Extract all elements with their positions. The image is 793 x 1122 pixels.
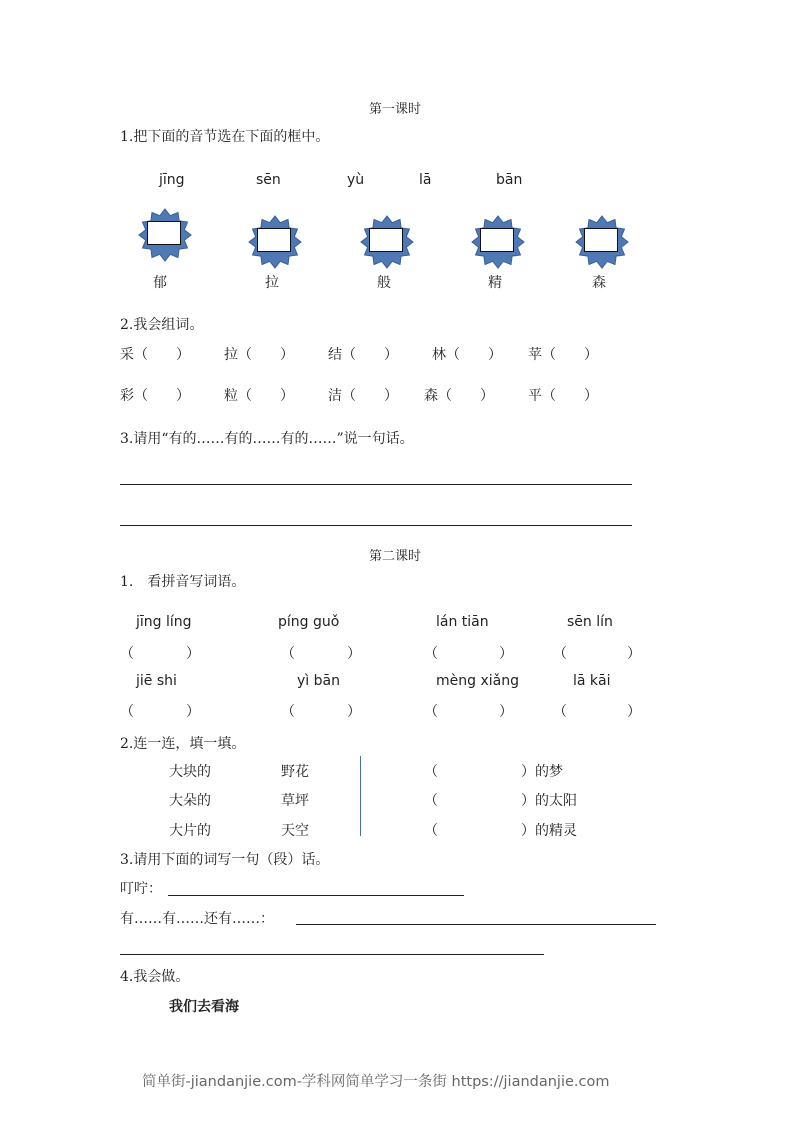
paren-close: ） [186, 646, 200, 662]
word-item[interactable]: 洁（ ） [328, 388, 398, 404]
lesson1-q2-prompt: 2.我会组词。 [120, 317, 204, 333]
lesson2-q2-prompt: 2.连一连，填一填。 [120, 736, 246, 752]
lesson1-q3-prompt: 3.请用“有的……有的……有的……”说一句话。 [120, 431, 414, 447]
fill-paren-open: （ [424, 793, 438, 809]
syllable-4: lā [419, 172, 432, 188]
answer-box-input[interactable] [257, 228, 291, 252]
answer-line[interactable] [120, 954, 544, 955]
pinyin-word: lā kāi [573, 673, 611, 689]
char-5: 森 [592, 275, 606, 291]
answer-box-input[interactable] [480, 228, 514, 252]
fill-blank-suffix: ）的精灵 [521, 823, 577, 839]
word-item[interactable]: 彩（ ） [120, 388, 190, 404]
paren-close: ） [627, 704, 641, 720]
answer-box-5[interactable] [575, 215, 629, 269]
syllable-2: sēn [256, 172, 281, 188]
word-item[interactable]: 结（ ） [328, 347, 398, 363]
match-left-item[interactable]: 大片的 [169, 823, 211, 839]
answer-line[interactable] [296, 924, 656, 925]
word-item[interactable]: 采（ ） [120, 347, 190, 363]
match-middle-item[interactable]: 天空 [281, 823, 309, 839]
pinyin-word: píng guǒ [278, 614, 340, 630]
word-item[interactable]: 拉（ ） [224, 347, 294, 363]
paren-open: （ [120, 646, 134, 662]
answer-box-4[interactable] [471, 215, 525, 269]
paren-close: ） [347, 704, 361, 720]
pinyin-word: jīng líng [136, 614, 192, 630]
answer-line[interactable] [120, 484, 632, 485]
answer-box-input[interactable] [584, 228, 618, 252]
paren-close: ） [186, 704, 200, 720]
paren-open: （ [281, 704, 295, 720]
divider-line [360, 756, 361, 836]
fill-paren-open: （ [424, 764, 438, 780]
lesson2-q4-prompt: 4.我会做。 [120, 969, 190, 985]
paren-close: ） [347, 646, 361, 662]
answer-box-input[interactable] [369, 228, 403, 252]
word-item[interactable]: 苹（ ） [528, 347, 598, 363]
fill-paren-open: （ [424, 823, 438, 839]
pinyin-word: sēn lín [567, 614, 613, 630]
pinyin-word: mèng xiǎng [436, 673, 519, 689]
fill-blank-suffix: ）的梦 [521, 764, 563, 780]
answer-box-input[interactable] [147, 221, 181, 245]
syllable-3: yù [347, 172, 365, 188]
lesson1-title: 第一课时 [369, 102, 422, 117]
word-label-dingning: 叮咛： [120, 881, 162, 897]
answer-box-3[interactable] [360, 215, 414, 269]
answer-line[interactable] [120, 525, 632, 526]
lesson2-title: 第二课时 [369, 549, 422, 564]
pinyin-word: lán tiān [436, 614, 489, 630]
lesson1-q1-prompt: 1.把下面的音节选在下面的框中。 [120, 129, 330, 145]
paren-open: （ [424, 704, 438, 720]
word-item[interactable]: 林（ ） [432, 347, 502, 363]
word-label-youyou: 有……有……还有……： [120, 911, 274, 927]
passage-title: 我们去看海 [169, 999, 239, 1015]
match-middle-item[interactable]: 野花 [281, 764, 309, 780]
lesson2-q1-prompt: 1. 看拼音写词语。 [120, 574, 246, 590]
paren-open: （ [120, 704, 134, 720]
lesson2-q3-prompt: 3.请用下面的词写一句（段）话。 [120, 852, 330, 868]
match-left-item[interactable]: 大块的 [169, 764, 211, 780]
match-middle-item[interactable]: 草坪 [281, 793, 309, 809]
word-item[interactable]: 森（ ） [424, 388, 494, 404]
paren-open: （ [553, 646, 567, 662]
answer-line[interactable] [168, 895, 464, 896]
pinyin-word: yì bān [297, 673, 340, 689]
match-left-item[interactable]: 大朵的 [169, 793, 211, 809]
word-item[interactable]: 粒（ ） [224, 388, 294, 404]
answer-box-1[interactable] [138, 208, 192, 262]
paren-open: （ [553, 704, 567, 720]
char-2: 拉 [265, 275, 279, 291]
char-3: 般 [377, 275, 391, 291]
paren-open: （ [281, 646, 295, 662]
paren-open: （ [424, 646, 438, 662]
paren-close: ） [499, 646, 513, 662]
word-item[interactable]: 平（ ） [528, 388, 598, 404]
paren-close: ） [499, 704, 513, 720]
fill-blank-suffix: ）的太阳 [521, 793, 577, 809]
answer-box-2[interactable] [248, 215, 302, 269]
paren-close: ） [627, 646, 641, 662]
syllable-5: bān [496, 172, 523, 188]
pinyin-word: jiē shi [136, 673, 177, 689]
char-1: 郁 [153, 275, 167, 291]
footer-watermark: 简单街-jiandanjie.com-学科网简单学习一条街 https://jiandanjie.com [142, 1074, 610, 1090]
syllable-1: jīng [159, 172, 185, 188]
char-4: 精 [488, 275, 502, 291]
